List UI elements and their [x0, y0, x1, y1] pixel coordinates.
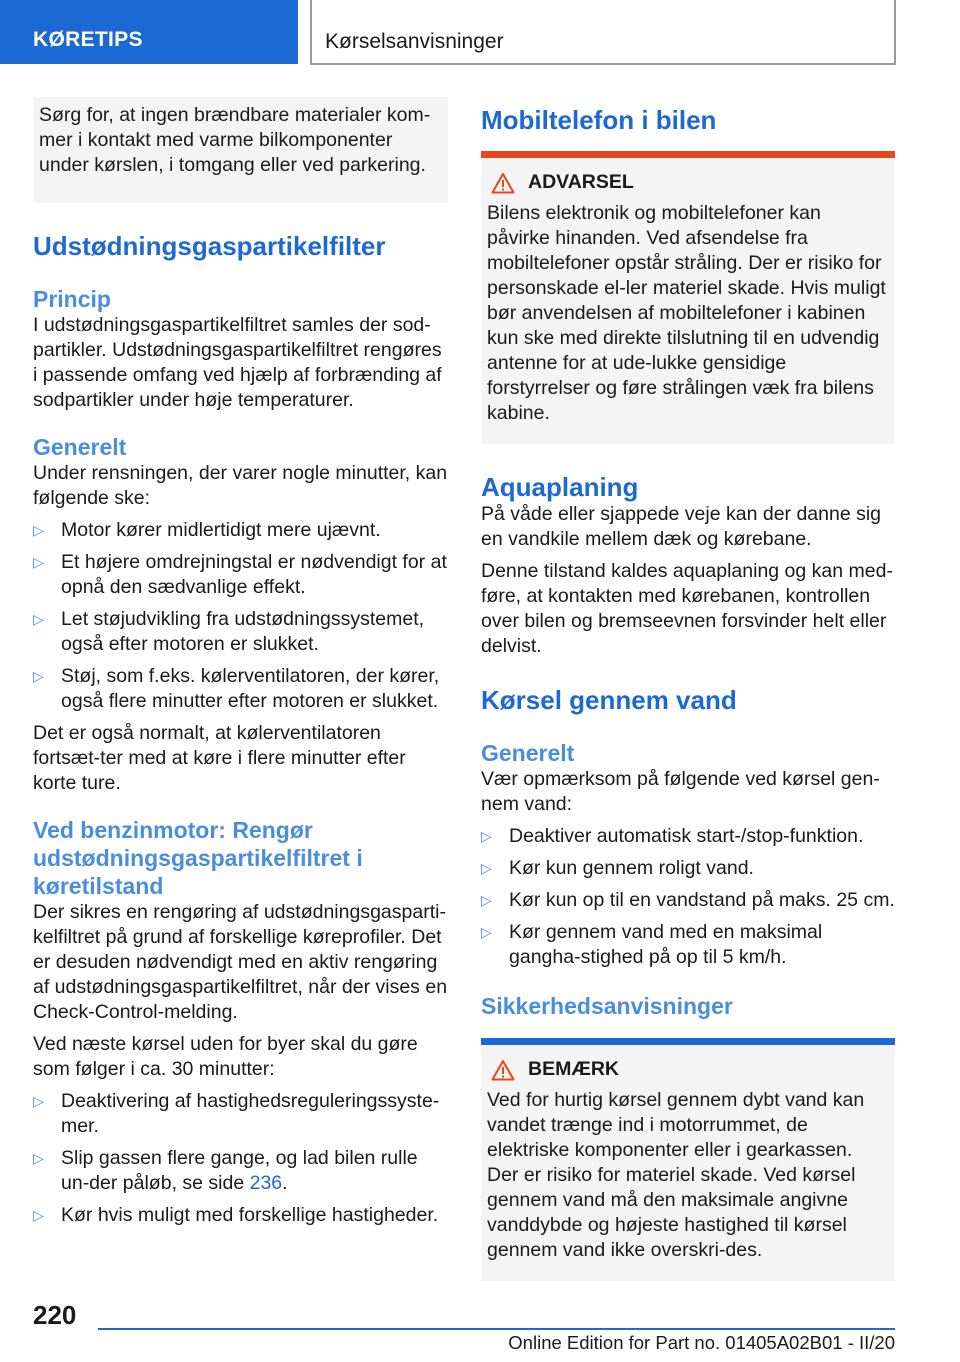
mobile-heading: Mobiltelefon i bilen — [481, 105, 717, 135]
list-item: ▷ Kør kun gennem roligt vand. — [481, 857, 754, 879]
triangle-bullet-icon: ▷ — [481, 892, 492, 908]
principle-text: I udstødningsgaspartikelfiltret samles der sod‐partikler. Udstødningsgaspartikelfiltret rengøres i passende omfang ved hjælp af forbrænding af sodpartikler under høje temperaturer. — [33, 314, 442, 411]
header-divider — [310, 0, 312, 64]
triangle-bullet-icon: ▷ — [481, 860, 492, 876]
water-list — [481, 824, 895, 970]
water-heading: Kørsel gennem vand — [481, 685, 737, 715]
edition-footer: Online Edition for Part no. 01405A02B01 - II/20 — [508, 1332, 895, 1353]
warning-text: Bilens elektronik og mobiltelefoner kan påvirke hinanden. Ved afsendelse fra mobiltelefoner opstår stråling. Der er risiko for personskade el‐ler materiel skade. Hvis muligt bør anvendelsen af mobiltelefoner i kabinen kun ske med direkte tilslutning til en udvendig antenne for at ude‐lukke gensidige forstyrrelser og føre strålingen væk fra bilens kabine. — [487, 202, 886, 424]
notice-bar — [481, 1038, 895, 1045]
note-box — [33, 97, 448, 203]
warning-box — [481, 158, 895, 444]
notice-box — [481, 1045, 895, 1281]
left-column — [33, 97, 448, 1235]
general-list — [33, 518, 448, 714]
notice-text: Ved for hurtig kørsel gennem dybt vand kan vandet trænge ind i motorrummet, de elektriske komponenter eller i gearkassen. Der er risiko for materiel skade. Ved kørsel gennem vand må den maksimale angivne vanddybde og højeste hastighed til kørsel gennem vand ikke overskri‐des. — [487, 1089, 865, 1261]
triangle-bullet-icon: ▷ — [33, 554, 44, 570]
safety-heading: Sikkerhedsanvisninger — [481, 993, 733, 1019]
notice-label: BEMÆRK — [528, 1058, 619, 1080]
triangle-bullet-icon: ▷ — [33, 611, 44, 627]
list-item: ▷ Motor kører midlertidigt mere ujævnt. — [33, 519, 381, 541]
section-tab: KØRETIPS — [0, 0, 298, 64]
right-column — [481, 97, 895, 1281]
aquaplaning-text-1: På våde eller sjappede veje kan der danne sig en vandkile mellem dæk og kørebane. — [481, 503, 882, 550]
list-item: ▷ Kør hvis muligt med forskellige hastigheder. — [33, 1204, 439, 1226]
warning-bar — [481, 151, 895, 158]
petrol-text-2: Ved næste kørsel uden for byer skal du gøre som følger i ca. 30 minutter: — [33, 1033, 418, 1080]
petrol-heading: Ved benzinmotor: Rengør udstødningsgaspartikelfiltret i køretilstand — [33, 817, 363, 899]
triangle-bullet-icon: ▷ — [481, 828, 492, 844]
header-divider-right — [894, 0, 896, 64]
water-general-heading: Generelt — [481, 740, 575, 766]
page-number: 220 — [33, 1300, 77, 1330]
list-item: ▷ Slip gassen flere gange, og lad bilen rulle un‐der påløb, se side 236. — [33, 1147, 418, 1194]
general-after-text: Det er også normalt, at kølerventilatoren fortsæt‐ter med at køre i flere minutter efter korte ture. — [33, 722, 406, 794]
triangle-bullet-icon: ▷ — [33, 1150, 44, 1166]
triangle-bullet-icon: ▷ — [33, 522, 44, 538]
list-item: ▷ Deaktivering af hastighedsreguleringssyste‐mer. — [33, 1090, 440, 1137]
petrol-text-1: Der sikres en rengøring af udstødningsgasparti‐kelfiltret på grund af forskellige køreprofiler. Det er desuden nødvendigt med en aktiv rengøring af udstødningsgaspartikelfiltret, når der vises en Check-Control-melding. — [33, 901, 448, 1023]
general-text: Under rensningen, der varer nogle minutter, kan følgende ske: — [33, 462, 448, 509]
principle-heading: Princip — [33, 286, 111, 312]
warning-triangle-icon — [491, 172, 515, 194]
header-divider-bottom — [310, 63, 896, 65]
list-item: ▷ Deaktiver automatisk start-/stop-funktion. — [481, 825, 864, 847]
aquaplaning-text-2: Denne tilstand kaldes aquaplaning og kan med‐føre, at kontakten med kørebanen, kontrollen over bilen og bremseevnen forsvinder helt eller delvist. — [481, 560, 893, 657]
warning-label: ADVARSEL — [528, 171, 634, 193]
footer-divider — [98, 1328, 895, 1330]
triangle-bullet-icon: ▷ — [33, 1207, 44, 1223]
aquaplaning-heading: Aquaplaning — [481, 472, 639, 502]
triangle-bullet-icon: ▷ — [33, 668, 44, 684]
list-item: ▷ Støj, som f.eks. kølerventilatoren, der kører, også flere minutter efter motoren er slukket. — [33, 665, 440, 712]
list-item: ▷ Kør gennem vand med en maksimal gangha‐stighed på op til 5 km/h. — [481, 921, 823, 968]
note-text: Sørg for, at ingen brændbare materialer kom‐mer i kontakt med varme bilkomponenter under kørslen, i tomgang eller ved parkering. — [39, 104, 431, 176]
water-general-text: Vær opmærksom på følgende ved kørsel gen‐nem vand: — [481, 768, 880, 815]
dpf-heading: Udstødningsgaspartikelfilter — [33, 231, 386, 261]
page-link-236[interactable]: 236 — [249, 1172, 283, 1194]
list-item: ▷ Kør kun op til en vandstand på maks. 25 cm. — [481, 889, 895, 911]
chapter-title: Kørselsanvisninger — [325, 30, 504, 53]
general-heading: Generelt — [33, 434, 127, 460]
warning-triangle-icon — [491, 1059, 515, 1081]
triangle-bullet-icon: ▷ — [481, 924, 492, 940]
triangle-bullet-icon: ▷ — [33, 1093, 44, 1109]
list-item: ▷ Et højere omdrejningstal er nødvendigt for at opnå den sædvanlige effekt. — [33, 551, 447, 598]
petrol-list — [33, 1089, 448, 1228]
list-item: ▷ Let støjudvikling fra udstødningssystemet, også efter motoren er slukket. — [33, 608, 425, 655]
